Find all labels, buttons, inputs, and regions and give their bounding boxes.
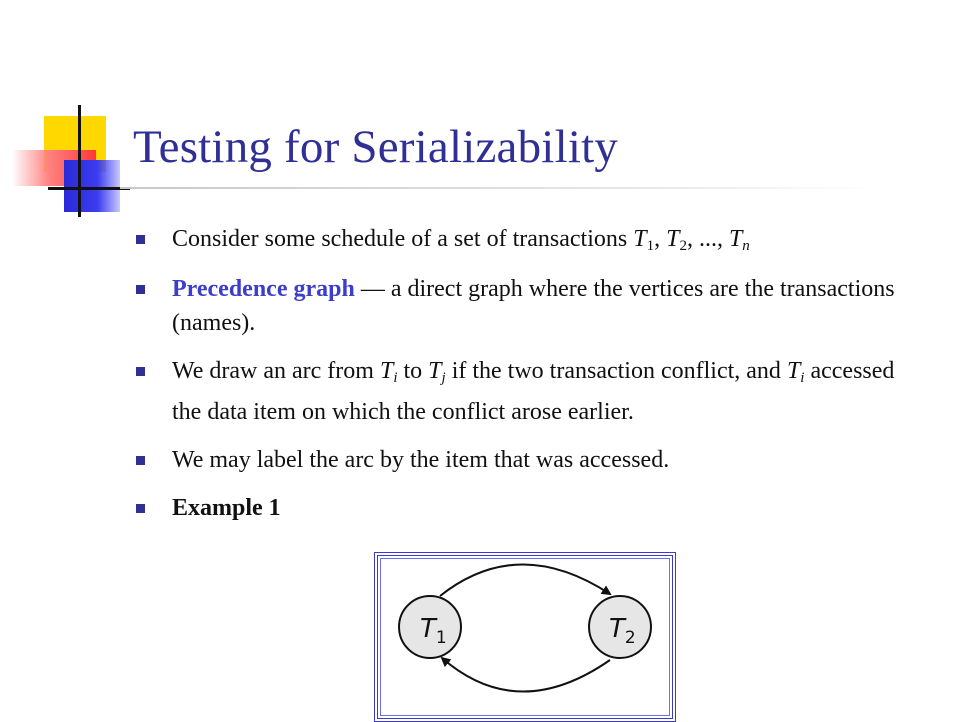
bullet-item-example [136, 491, 926, 525]
subscript: 2 [679, 238, 687, 254]
separator: , [654, 226, 667, 252]
node-t1-label: $T_1$ [420, 614, 447, 648]
bullet-square-icon [136, 456, 145, 465]
bullet-text: — a direct graph where the vertices are the transactions (names). [172, 276, 895, 336]
transaction-symbol: T [666, 226, 680, 252]
bullet-item-precedence-graph [136, 272, 926, 340]
bullet-text: to [397, 358, 429, 384]
decor-horizontal-line [48, 187, 130, 190]
bullet-text: accessed the data item on which the conflict arose earlier. [172, 358, 895, 425]
arc-t1-to-t2 [440, 564, 610, 596]
transaction-symbol: T [379, 358, 394, 384]
separator: , ..., [686, 226, 729, 252]
bullet-list [136, 222, 926, 539]
precedence-graph-figure [374, 552, 676, 722]
bullet-item-schedule [136, 222, 926, 263]
bullet-text: We may label the arc by the item that was accessed. [172, 447, 670, 473]
bullet-square-icon [136, 504, 145, 513]
transaction-symbol: T [786, 358, 801, 384]
bullet-square-icon [136, 285, 145, 294]
bullet-text: Consider some schedule of a set of transactions [172, 226, 634, 252]
bullet-text: if the two transaction conflict, and [445, 358, 787, 384]
subscript: 1 [646, 238, 655, 254]
slide-title: Testing for Serializability [133, 121, 619, 173]
decor-vertical-line [78, 105, 81, 217]
bullet-item-label-arc [136, 443, 926, 477]
bullet-text: We draw an arc from [172, 358, 380, 384]
subscript: i [800, 370, 805, 386]
arc-t2-to-t1 [442, 658, 610, 692]
title-divider [120, 187, 880, 189]
bullet-square-icon [136, 367, 145, 376]
bullet-item-draw-arc [136, 354, 926, 429]
precedence-graph [378, 556, 672, 718]
decor-blue-square [64, 160, 120, 212]
node-t2-label: $T_2$ [609, 614, 636, 648]
subscript: j [441, 370, 446, 386]
transaction-symbol: T [633, 226, 647, 252]
transaction-symbol: T [428, 358, 442, 384]
definition-term: Precedence graph [172, 276, 355, 302]
subscript: n [742, 238, 750, 254]
example-label: Example 1 [172, 495, 281, 521]
transaction-symbol: T [728, 226, 743, 252]
subscript: i [393, 370, 398, 386]
bullet-square-icon [136, 235, 145, 244]
